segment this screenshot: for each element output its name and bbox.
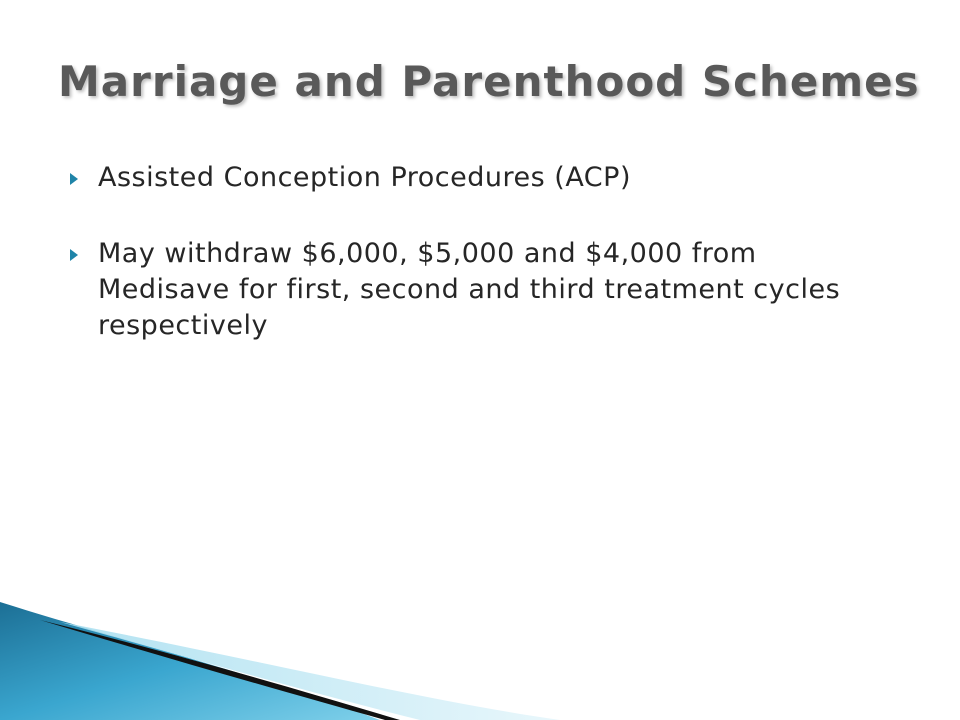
- decorative-swoosh: [0, 590, 960, 720]
- bullet-text: Assisted Conception Procedures (ACP): [98, 162, 631, 193]
- bullet-item: [66, 160, 866, 196]
- bullet-text: May withdraw $6,000, $5,000 and $4,000 from Medisave for first, second and third treatment cycles respectively: [98, 238, 841, 341]
- triangle-bullet-icon: [70, 249, 78, 261]
- triangle-bullet-icon: [70, 173, 78, 185]
- slide-title: Marriage and Parenthood Schemes: [58, 57, 920, 106]
- bullet-item: [66, 236, 866, 344]
- bullet-list: [66, 160, 866, 384]
